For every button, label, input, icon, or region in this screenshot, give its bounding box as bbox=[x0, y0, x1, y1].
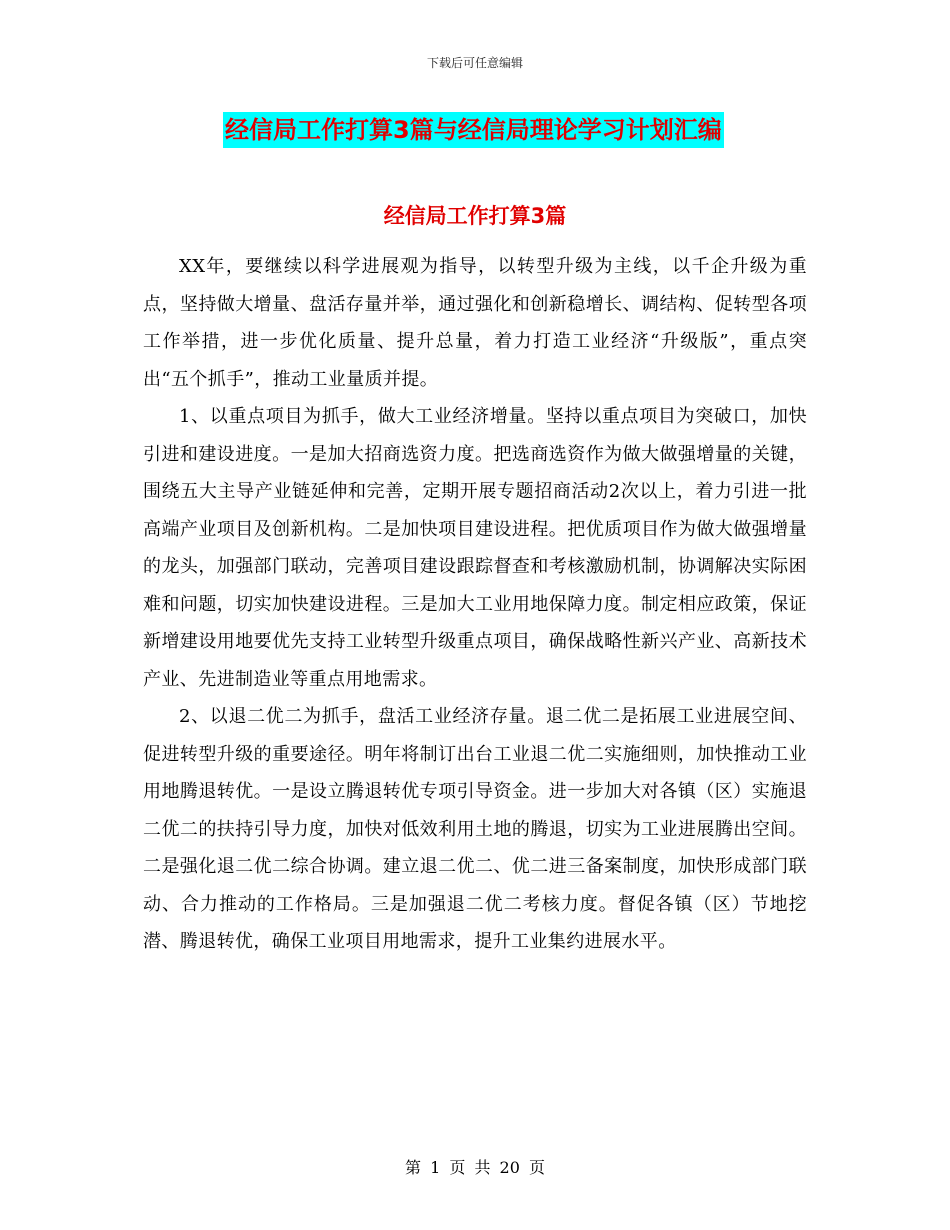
paragraph: XX年，要继续以科学进展观为指导，以转型升级为主线，以千企升级为重点，坚持做大增量、盘活存量并举，通过强化和创新稳增长、调结构、促转型各项工作举措，进一步优化质量、提升总量，着力打造工业经济“升级版”，重点突出“五个抓手”，推动工业量质并提。 bbox=[143, 256, 807, 390]
paragraph: 1、以重点项目为抓手，做大工业经济增量。坚持以重点项目为突破口，加快引进和建设进度。一是加大招商选资力度。把选商选资作为做大做强增量的关键，围绕五大主导产业链延伸和完善，定期开展专题招商活动2次以上，着力引进一批高端产业项目及创新机构。二是加快项目建设进程。把优质项目作为做大做强增量的龙头，加强部门联动，完善项目建设跟踪督查和考核激励机制，协调解决实际困难和问题，切实加快建设进程。三是加大工业用地保障力度。制定相应政策，保证新增建设用地要优先支持工业转型升级重点项目，确保战略性新兴产业、高新技术产业、先进制造业等重点用地需求。 bbox=[143, 406, 807, 690]
page-number-footer: 第 1 页 共 20 页 bbox=[405, 1158, 545, 1177]
document-title: 经信局工作打算3篇与经信局理论学习计划汇编 bbox=[223, 112, 724, 148]
document-body bbox=[143, 248, 807, 961]
page-header-note: 下载后可任意编辑 bbox=[426, 56, 523, 70]
paragraph: 2、以退二优二为抓手，盘活工业经济存量。退二优二是拓展工业进展空间、促进转型升级的重要途径。明年将制订出台工业退二优二实施细则，加快推动工业用地腾退转优。一是设立腾退转优专项引导资金。进一步加大对各镇（区）实施退二优二的扶持引导力度，加快对低效利用土地的腾退，切实为工业进展腾出空间。二是强化退二优二综合协调。建立退二优二、优二进三备案制度，加快形成部门联动、合力推动的工作格局。三是加强退二优二考核力度。督促各镇（区）节地挖潜、腾退转优，确保工业项目用地需求，提升工业集约进展水平。 bbox=[143, 706, 807, 952]
section-title: 经信局工作打算3篇 bbox=[383, 204, 567, 228]
